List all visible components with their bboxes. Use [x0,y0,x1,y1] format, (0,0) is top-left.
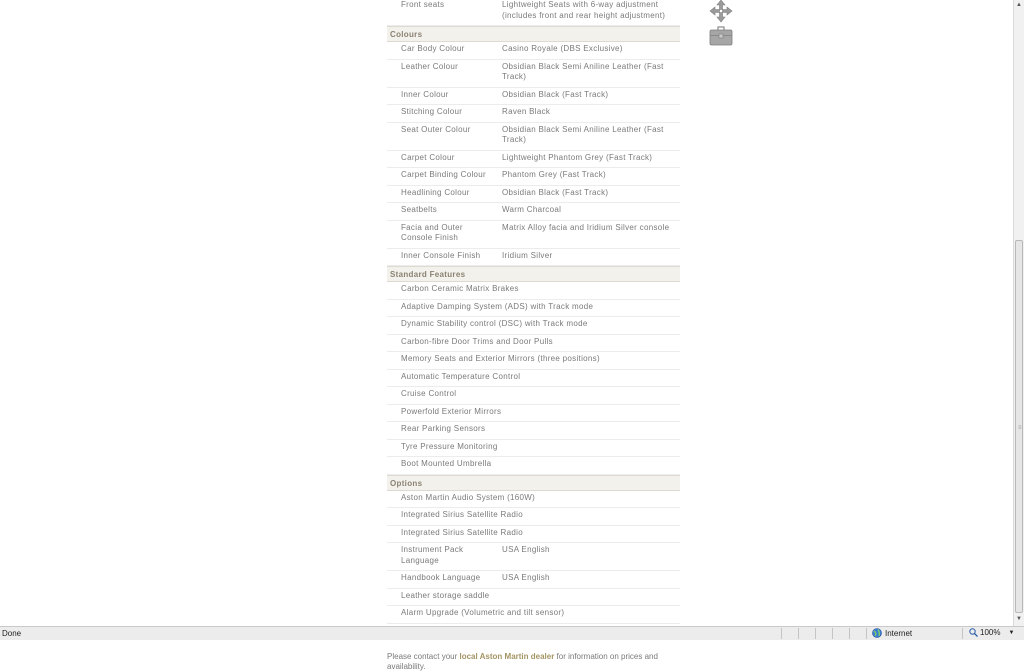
table-row [387,508,680,526]
list-item [387,457,680,475]
list-item [387,405,680,423]
status-divider [962,628,963,639]
scroll-up-icon[interactable]: ▲ [1016,2,1022,8]
spec-label: Carpet Colour [401,152,455,162]
options-list [387,491,680,641]
globe-icon [872,628,882,638]
feature-label: Powerfold Exterior Mirrors [401,406,502,416]
status-divider [849,628,850,639]
spec-label: Headlining Colour [401,187,470,197]
option-value: USA English [502,573,550,582]
spec-label: Seatbelts [401,205,438,214]
table-row [387,249,680,267]
list-item [387,387,680,405]
status-divider [815,628,816,639]
spec-label: Stitching Colour [401,107,463,116]
spec-label: Carpet Binding Colour [401,170,487,179]
dealer-link[interactable]: local Aston Martin dealer [459,652,555,661]
scrollbar-thumb[interactable] [1015,240,1023,613]
status-divider [832,628,833,639]
table-row [387,151,680,169]
spec-table [387,0,680,672]
table-row [387,88,680,106]
spec-label: Car Body Colour [401,44,465,53]
vertical-scrollbar[interactable] [1013,0,1024,626]
table-row [387,526,680,544]
option-label: Alarm Upgrade (Volumetric and tilt sensor) [401,608,565,617]
spec-value: Obsidian Black Semi Aniline Leather (Fast Track) [502,61,664,81]
move-arrows-icon[interactable] [709,0,733,22]
list-item [387,300,680,318]
list-item [387,282,680,300]
spec-row-front-seats [387,0,680,26]
contact-prefix: Please contact your [387,652,460,661]
list-item [387,440,680,458]
section-header-options: Options [387,475,680,491]
feature-label: Carbon-fibre Door Trims and Door Pulls [401,336,553,346]
briefcase-icon[interactable] [709,26,733,48]
spec-label: Front seats [401,0,445,9]
contact-note [387,652,680,672]
feature-label: Boot Mounted Umbrella [401,459,492,468]
status-divider [781,628,782,639]
option-label: Aston Martin Audio System (160W) [401,492,536,502]
spec-value: Lightweight Seats with 6-way adjustment (includes front and rear height adjustment) [502,0,666,20]
spec-value: Warm Charcoal [502,205,562,214]
chevron-down-icon[interactable]: ▼ [1008,629,1015,636]
zone-label: Internet [885,628,913,638]
feature-label: Rear Parking Sensors [401,424,486,433]
section-header-colours: Colours [387,26,680,42]
option-label: Instrument Pack Language [401,545,464,565]
list-item [387,422,680,440]
option-label: Integrated Sirius Satellite Radio [401,510,523,519]
status-text: Done [2,629,22,638]
feature-label: Tyre Pressure Monitoring [401,441,498,451]
option-label: Handbook Language [401,573,481,582]
zoom-control[interactable] [969,628,1014,637]
spec-value: Lightweight Phantom Grey (Fast Track) [502,152,653,162]
spec-value: Casino Royale (DBS Exclusive) [502,44,623,53]
list-item [387,317,680,335]
grip-icon: ≡ [1018,425,1022,431]
spec-value: Obsidian Black (Fast Track) [502,89,609,99]
table-row [387,123,680,151]
spec-value: Obsidian Black Semi Aniline Leather (Fast Track) [502,124,664,144]
feature-label: Dynamic Stability control (DSC) with Track mode [401,319,588,328]
spec-value: Phantom Grey (Fast Track) [502,170,606,179]
feature-label: Memory Seats and Exterior Mirrors (three positions) [401,354,600,363]
scroll-down-icon[interactable]: ▼ [1016,616,1022,622]
table-row [387,42,680,60]
table-row [387,168,680,186]
list-item [387,352,680,370]
table-row [387,606,680,624]
spec-label: Leather Colour [401,61,459,71]
status-divider [866,628,867,639]
security-zone[interactable] [872,628,912,638]
spec-label: Inner Console Finish [401,250,481,260]
zoom-level: 100% [980,628,1001,637]
feature-label: Cruise Control [401,389,457,398]
table-row [387,186,680,204]
spec-label: Seat Outer Colour [401,124,471,134]
colours-list [387,42,680,266]
magnifier-icon [969,628,978,637]
option-label: Integrated Sirius Satellite Radio [401,527,523,537]
table-row [387,105,680,123]
spec-value: Matrix Alloy facia and Iridium Silver console [502,222,670,232]
table-row [387,571,680,589]
section-header-standard-features: Standard Features [387,266,680,282]
feature-label: Adaptive Damping System (ADS) with Track mode [401,301,594,311]
table-row [387,543,680,571]
table-row [387,60,680,88]
spec-label: Inner Colour [401,89,449,99]
table-row [387,491,680,509]
list-item [387,335,680,353]
table-row [387,589,680,607]
contact-suffix: for information on prices and availability. [387,652,658,671]
table-row [387,221,680,249]
status-divider [798,628,799,639]
spec-value: Obsidian Black (Fast Track) [502,187,609,197]
table-row [387,203,680,221]
option-label: Leather storage saddle [401,590,490,600]
spec-value: Raven Black [502,107,551,116]
status-bar [0,626,1024,640]
feature-label: Automatic Temperature Control [401,371,521,381]
standard-features-list [387,282,680,475]
list-item [387,370,680,388]
spec-label: Facia and Outer Console Finish [401,222,463,242]
feature-label: Carbon Ceramic Matrix Brakes [401,284,519,293]
spec-value: Iridium Silver [502,250,553,260]
option-value: USA English [502,545,550,554]
